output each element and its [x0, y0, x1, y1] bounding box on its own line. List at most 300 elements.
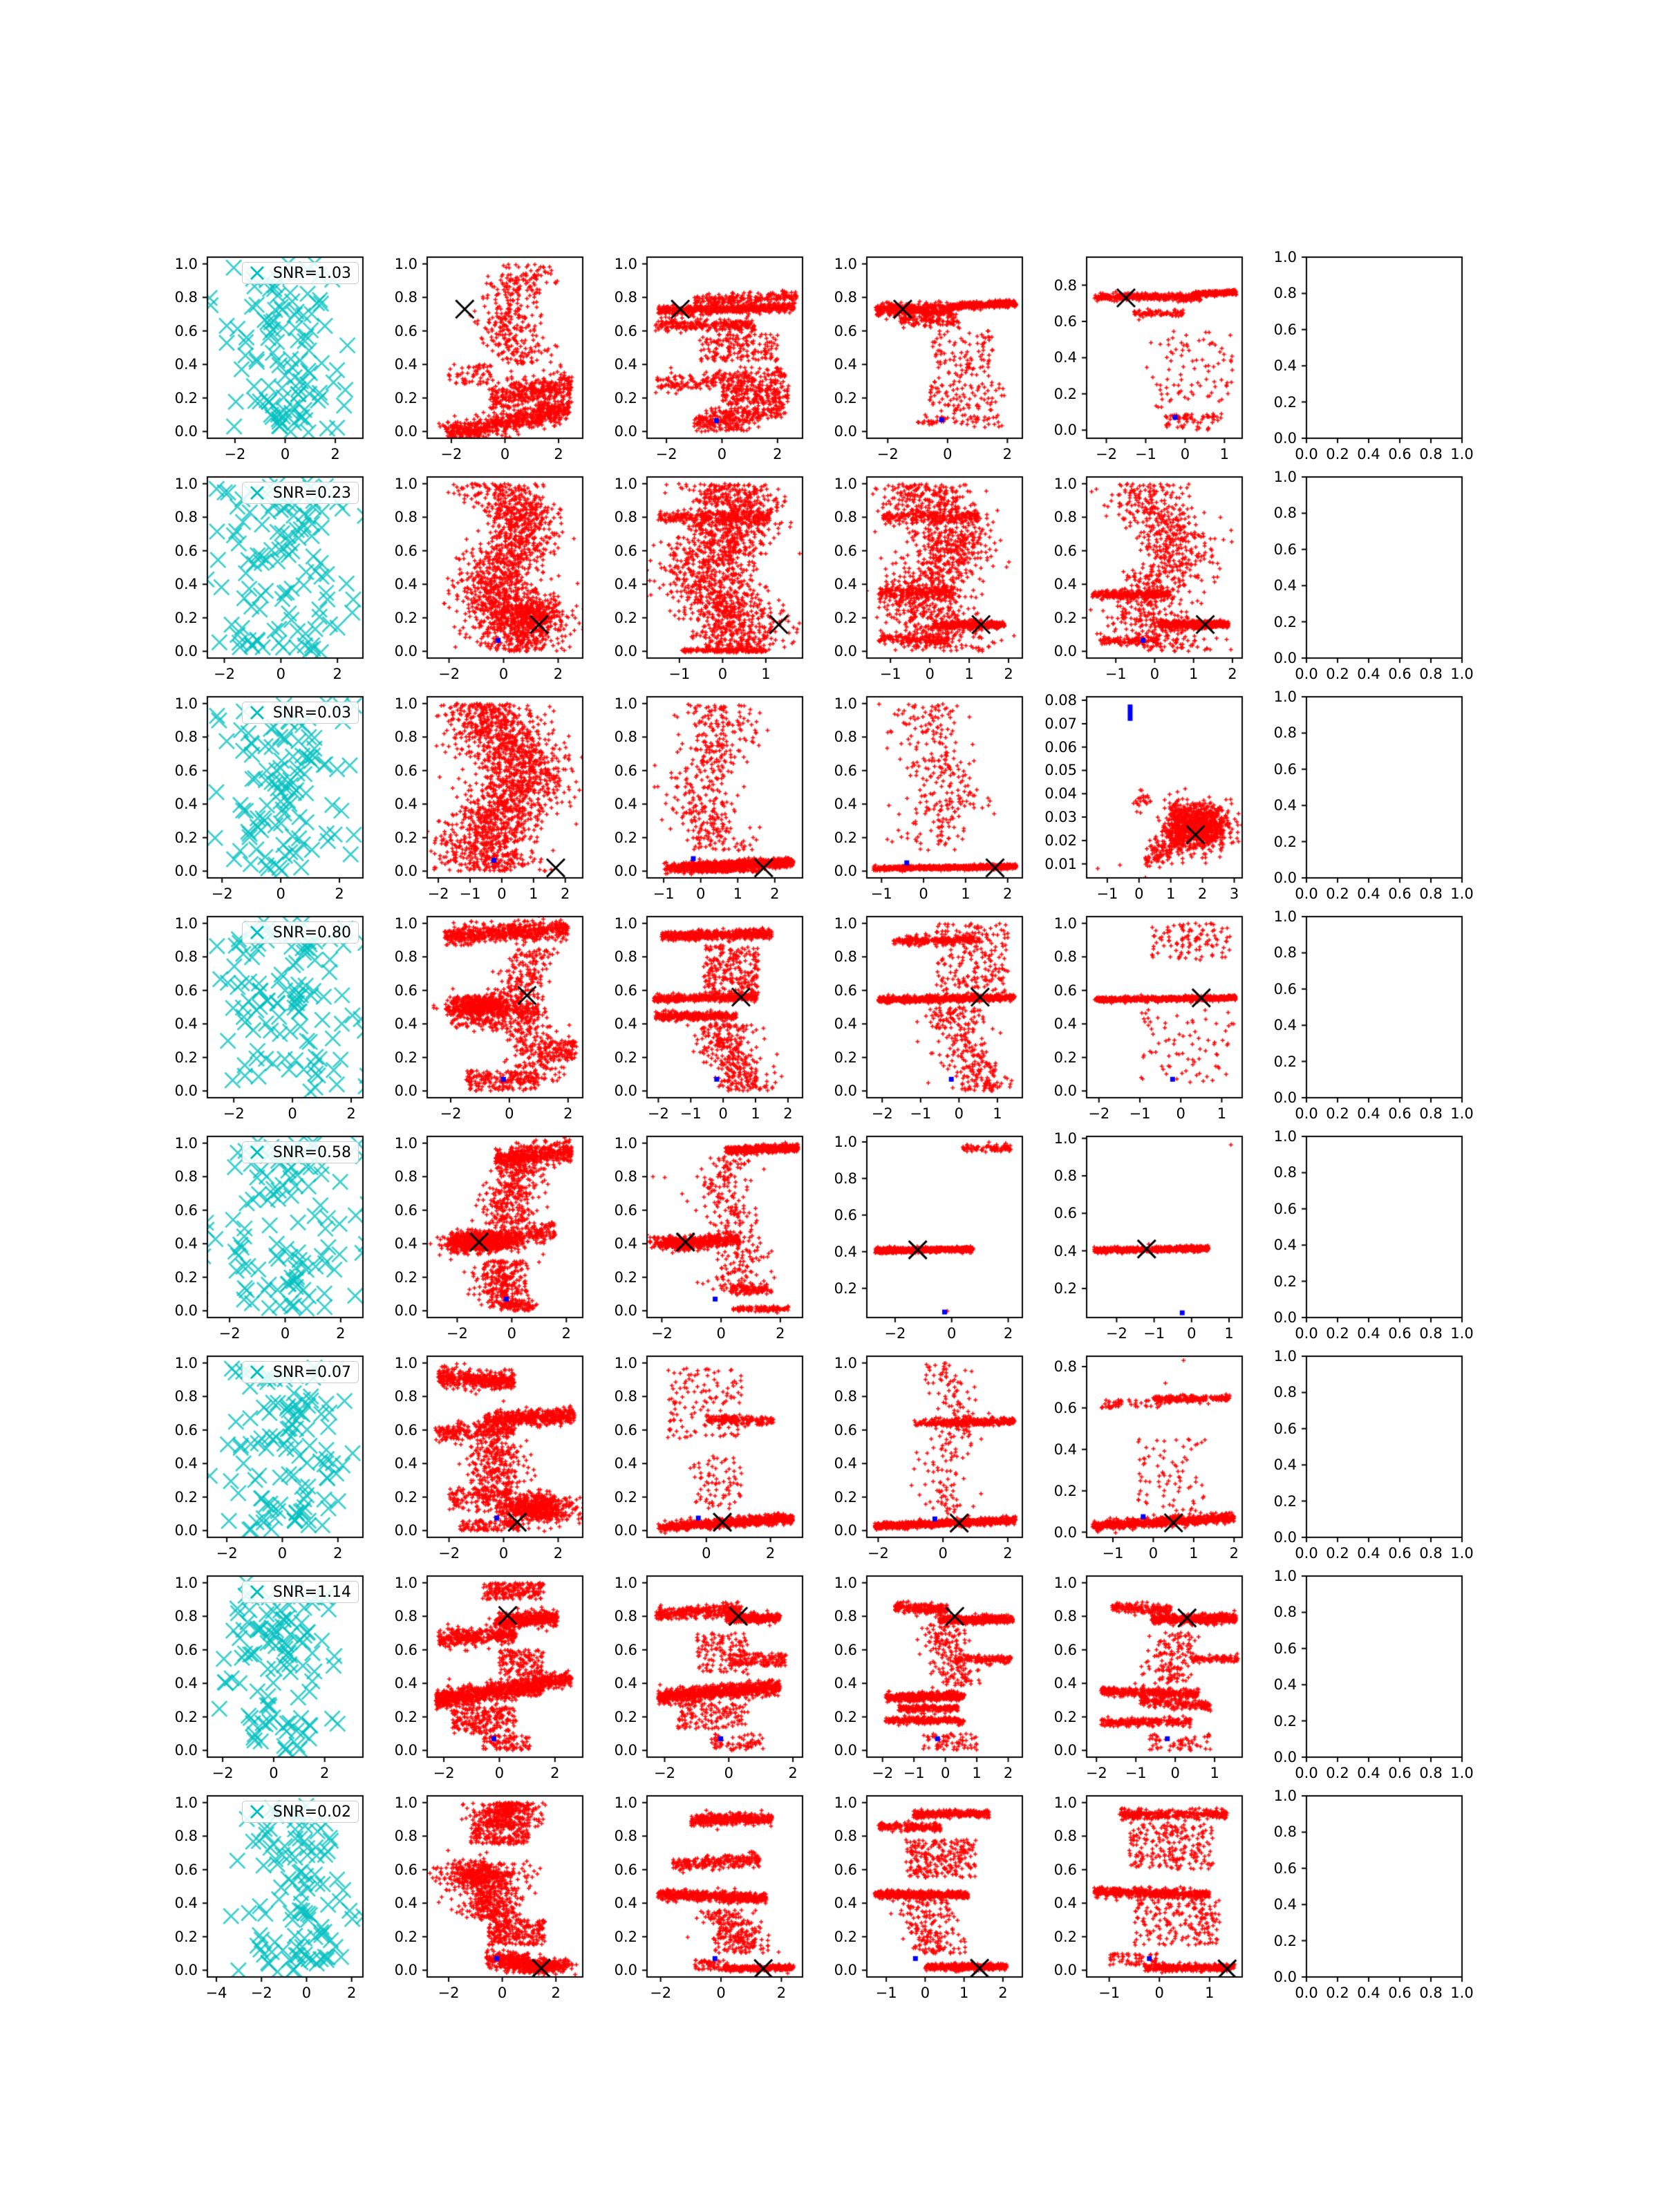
y-tick-label: 0.2 [834, 389, 857, 406]
y-tick-label: 1.0 [174, 1354, 198, 1371]
y-tick-label: 0.2 [614, 609, 637, 626]
x-tick-label: 2 [550, 1765, 560, 1781]
y-tick-label: 0.6 [614, 982, 637, 999]
y-tick-label: 0.8 [1053, 509, 1077, 526]
x-tick-label: 1.0 [1450, 1985, 1474, 2001]
y-tick-label: 0.2 [834, 829, 857, 846]
y-tick-label: 0.6 [1053, 982, 1077, 999]
y-tick-label: 0.4 [614, 1455, 637, 1472]
y-tick-label: 0.8 [174, 289, 198, 306]
y-tick-label: 1.0 [834, 255, 857, 272]
y-tick-label: 0.2 [174, 829, 198, 846]
y-tick-label: 0.2 [1273, 1932, 1297, 1949]
y-tick-label: 0.0 [614, 1302, 637, 1320]
x-tick-label: −2 [438, 666, 460, 682]
y-tick-label: 0.2 [174, 609, 198, 626]
y-tick-label: 0.0 [394, 1082, 418, 1100]
y-tick-label: 0.2 [1053, 385, 1077, 402]
y-tick-label: 1.0 [834, 1574, 857, 1591]
x-tick-label: 0 [497, 1985, 507, 2001]
y-tick-label: 1.0 [174, 1574, 198, 1591]
y-tick-label: 0.4 [174, 1675, 198, 1692]
y-tick-label: 1.0 [1273, 469, 1297, 485]
x-tick-label: 1 [1189, 666, 1199, 682]
y-tick-label: 0.6 [1273, 321, 1297, 338]
y-tick-label: 0.4 [834, 1675, 857, 1692]
y-tick-label: 0.0 [394, 863, 418, 880]
y-tick-label: 0.2 [1273, 1492, 1297, 1510]
y-tick-label: 0.07 [1044, 715, 1077, 732]
y-tick-label: 1.0 [1273, 1128, 1297, 1145]
x-tick-label: 0.4 [1357, 1105, 1380, 1122]
y-tick-label: 0.0 [174, 863, 198, 880]
x-tick-label: 0.8 [1419, 885, 1443, 902]
y-tick-label: 0.6 [174, 1641, 198, 1658]
x-tick-label: −2 [223, 1105, 245, 1122]
x-tick-label: 0 [1154, 1985, 1164, 2001]
y-tick-label: 0.8 [834, 1170, 857, 1187]
x-tick-label: 2 [1002, 446, 1013, 462]
x-tick-label: −2 [438, 1545, 460, 1562]
x-tick-label: 3 [1229, 885, 1239, 902]
x-tick-label: 0 [498, 1545, 509, 1562]
y-tick-label: 0.8 [614, 1608, 637, 1625]
x-tick-label: 0.2 [1326, 885, 1349, 902]
y-tick-label: 0.2 [394, 389, 418, 406]
x-tick-label: −2 [224, 446, 246, 462]
y-tick-label: 0.0 [1053, 1524, 1077, 1541]
y-tick-label: 0.4 [834, 1015, 857, 1033]
x-tick-label: −2 [650, 1985, 672, 2001]
y-tick-label: 0.8 [1273, 1824, 1297, 1841]
x-tick-label: −2 [1088, 1105, 1110, 1122]
y-tick-label: 0.4 [1053, 1242, 1077, 1259]
x-tick-label: 0 [497, 885, 507, 902]
y-tick-label: 0.2 [1273, 393, 1297, 411]
y-tick-label: 0.4 [1053, 576, 1077, 593]
x-tick-label: −2 [440, 1105, 462, 1122]
y-tick-label: 0.8 [1273, 1384, 1297, 1401]
y-tick-label: 1.0 [1273, 1788, 1297, 1804]
x-tick-label: −1 [679, 1105, 702, 1122]
y-tick-label: 0.4 [1053, 349, 1077, 366]
x-tick-label: 2 [783, 1105, 793, 1122]
x-tick-label: 0 [288, 1105, 297, 1122]
y-tick-label: 0.6 [174, 982, 198, 999]
y-tick-label: 0.8 [174, 509, 198, 526]
y-tick-label: 0.0 [834, 863, 857, 880]
x-tick-label: 1.0 [1450, 666, 1474, 682]
y-tick-label: 0.8 [1053, 1358, 1077, 1375]
x-tick-label: 0.2 [1326, 666, 1349, 682]
x-tick-label: 0 [718, 666, 728, 682]
y-tick-label: 0.2 [834, 1928, 857, 1945]
y-tick-label: 1.0 [834, 695, 857, 712]
y-tick-label: 0.0 [614, 1742, 637, 1759]
y-tick-label: 0.8 [834, 1388, 857, 1405]
y-tick-label: 0.2 [834, 1708, 857, 1725]
x-tick-label: 0.8 [1419, 1325, 1443, 1342]
x-tick-label: 0.0 [1295, 1545, 1318, 1562]
x-tick-label: 0.8 [1419, 446, 1443, 462]
y-tick-label: 0.2 [174, 389, 198, 406]
y-tick-label: 0.6 [614, 1421, 637, 1438]
x-tick-label: 2 [553, 1545, 563, 1562]
y-tick-label: 0.0 [614, 863, 637, 880]
x-tick-label: 0.2 [1326, 1105, 1349, 1122]
y-tick-label: 0.6 [1053, 313, 1077, 330]
y-tick-label: 0.6 [1053, 1205, 1077, 1222]
y-tick-label: 1.0 [834, 1794, 857, 1811]
x-tick-label: 2 [332, 666, 342, 682]
y-tick-label: 0.05 [1044, 762, 1077, 779]
x-tick-label: −2 [654, 1765, 675, 1781]
y-tick-label: 0.4 [1273, 1237, 1297, 1254]
y-tick-label: 0.0 [174, 1742, 198, 1759]
y-tick-label: 0.0 [1273, 650, 1297, 666]
y-tick-label: 0.08 [1044, 692, 1077, 709]
y-tick-label: 0.2 [834, 1049, 857, 1066]
x-tick-label: 1 [751, 1105, 760, 1122]
x-tick-label: −1 [875, 1985, 897, 2001]
y-tick-label: 0.0 [614, 643, 637, 660]
x-tick-label: 0.4 [1357, 1545, 1380, 1562]
x-tick-label: 0.6 [1388, 1545, 1412, 1562]
x-tick-label: −2 [427, 885, 449, 902]
legend-label: SNR=0.80 [272, 924, 351, 941]
x-tick-label: −1 [1134, 446, 1156, 462]
y-tick-label: 0.6 [1053, 1861, 1077, 1878]
y-tick-label: 0.8 [1273, 1164, 1297, 1181]
x-tick-label: 0.2 [1326, 1325, 1349, 1342]
x-tick-label: 2 [773, 446, 782, 462]
y-tick-label: 0.8 [394, 729, 418, 746]
y-tick-label: 0.2 [394, 1708, 418, 1725]
x-tick-label: −2 [433, 1765, 455, 1781]
y-tick-label: 0.4 [614, 796, 637, 813]
y-tick-label: 1.0 [834, 475, 857, 492]
x-tick-label: −2 [446, 1325, 468, 1342]
y-tick-label: 0.4 [614, 356, 637, 373]
y-tick-label: 0.2 [1053, 1928, 1077, 1945]
y-tick-label: 1.0 [834, 915, 857, 932]
y-tick-label: 0.6 [1053, 1641, 1077, 1658]
y-tick-label: 0.6 [834, 1861, 857, 1878]
legend-label: SNR=0.02 [272, 1803, 351, 1821]
y-tick-label: 0.8 [394, 1608, 418, 1625]
y-tick-label: 0.2 [1273, 833, 1297, 850]
x-tick-label: 2 [336, 1325, 346, 1342]
x-tick-label: 0.6 [1388, 666, 1412, 682]
y-tick-label: 0.0 [614, 1522, 637, 1539]
y-tick-label: 0.2 [834, 609, 857, 626]
x-tick-label: 0 [940, 1765, 950, 1781]
y-tick-label: 0.0 [1273, 1749, 1297, 1765]
y-tick-label: 0.4 [1273, 577, 1297, 594]
x-tick-label: 2 [551, 1985, 561, 2001]
x-tick-label: 2 [776, 1325, 785, 1342]
y-tick-label: 0.0 [1273, 430, 1297, 447]
y-tick-label: 0.4 [834, 1895, 857, 1912]
x-tick-label: −2 [250, 1985, 272, 2001]
y-tick-label: 0.6 [834, 982, 857, 999]
y-tick-label: 0.02 [1044, 832, 1077, 849]
x-tick-label: 0 [947, 1325, 957, 1342]
y-tick-label: 0.4 [1273, 357, 1297, 375]
y-tick-label: 0.0 [1273, 1309, 1297, 1326]
y-tick-label: 0.2 [1273, 1273, 1297, 1290]
x-tick-label: 2 [1229, 1545, 1239, 1562]
y-tick-label: 0.2 [1053, 1049, 1077, 1066]
x-tick-label: 0 [277, 1545, 288, 1562]
x-tick-label: 0.0 [1295, 885, 1318, 902]
x-tick-label: 0.2 [1326, 1985, 1349, 2001]
y-tick-label: 0.4 [174, 576, 198, 593]
y-tick-label: 0.8 [614, 1388, 637, 1405]
y-tick-label: 0.6 [174, 1201, 198, 1219]
x-tick-label: 0.2 [1326, 1545, 1349, 1562]
x-tick-label: 0 [717, 446, 727, 462]
x-tick-label: 0 [943, 446, 953, 462]
y-tick-label: 0.2 [394, 609, 418, 626]
x-tick-label: 0.4 [1357, 666, 1380, 682]
y-tick-label: 0.4 [614, 576, 637, 593]
y-tick-label: 0.2 [614, 1049, 637, 1066]
x-tick-label: 0.8 [1419, 666, 1443, 682]
x-tick-label: 1.0 [1450, 1325, 1474, 1342]
x-tick-label: 0.8 [1419, 1105, 1443, 1122]
x-tick-label: 0.6 [1388, 885, 1412, 902]
y-tick-label: 0.4 [394, 1895, 418, 1912]
y-tick-label: 0.8 [1053, 948, 1077, 966]
y-tick-label: 0.8 [1273, 1604, 1297, 1621]
y-tick-label: 0.4 [1053, 1015, 1077, 1033]
y-tick-label: 0.2 [1053, 609, 1077, 626]
y-tick-label: 1.0 [1053, 915, 1077, 932]
x-tick-label: 0 [695, 885, 706, 902]
y-tick-label: 1.0 [614, 255, 637, 272]
y-tick-label: 0.2 [1273, 613, 1297, 630]
y-tick-label: 1.0 [394, 1354, 418, 1371]
y-tick-label: 0.2 [394, 1928, 418, 1945]
y-tick-label: 0.0 [174, 643, 198, 660]
y-tick-label: 0.4 [394, 796, 418, 813]
y-tick-label: 0.4 [394, 1235, 418, 1253]
y-tick-label: 0.0 [394, 1742, 418, 1759]
y-tick-label: 0.4 [394, 1455, 418, 1472]
x-tick-label: 0 [1170, 1765, 1180, 1781]
y-tick-label: 0.8 [614, 289, 637, 306]
x-tick-label: −1 [1096, 885, 1118, 902]
y-tick-label: 0.6 [394, 542, 418, 559]
y-tick-label: 0.8 [614, 729, 637, 746]
y-tick-label: 0.8 [394, 289, 418, 306]
y-tick-label: 0.8 [394, 1388, 418, 1405]
y-tick-label: 1.0 [394, 695, 418, 712]
y-tick-label: 0.6 [394, 1861, 418, 1878]
x-tick-label: −1 [879, 666, 901, 682]
y-tick-label: 0.0 [1053, 1962, 1077, 1979]
y-tick-label: 0.2 [394, 1268, 418, 1286]
y-tick-label: 0.2 [1053, 1280, 1077, 1297]
y-tick-label: 0.8 [834, 1828, 857, 1845]
y-tick-label: 1.0 [174, 255, 198, 272]
x-tick-label: 0.6 [1388, 1325, 1412, 1342]
x-tick-label: 0 [1187, 1325, 1197, 1342]
x-tick-label: 1 [993, 1105, 1002, 1122]
y-tick-label: 0.6 [1053, 1399, 1077, 1416]
x-tick-label: 0 [724, 1765, 733, 1781]
x-tick-label: 2 [346, 1105, 356, 1122]
y-tick-label: 0.2 [1053, 1482, 1077, 1499]
x-tick-label: 1 [1224, 1325, 1234, 1342]
x-tick-label: −1 [1105, 666, 1127, 682]
x-tick-label: 2 [770, 885, 780, 902]
y-tick-label: 0.4 [834, 796, 857, 813]
x-tick-label: −2 [218, 1325, 241, 1342]
y-tick-label: 0.6 [394, 982, 418, 999]
x-tick-label: 0 [954, 1105, 964, 1122]
y-tick-label: 0.4 [174, 796, 198, 813]
x-tick-label: 2 [1003, 1765, 1013, 1781]
y-tick-label: 0.6 [1273, 541, 1297, 558]
y-tick-label: 1.0 [174, 1134, 198, 1152]
y-tick-label: 0.0 [1053, 1082, 1077, 1100]
y-tick-label: 1.0 [834, 1133, 857, 1150]
x-tick-label: 0.0 [1295, 1105, 1318, 1122]
y-tick-label: 0.8 [834, 509, 857, 526]
y-tick-label: 0.8 [1273, 285, 1297, 302]
y-tick-label: 0.0 [394, 423, 418, 440]
y-tick-label: 0.8 [1273, 505, 1297, 522]
y-tick-label: 0.6 [834, 542, 857, 559]
y-tick-label: 0.0 [834, 643, 857, 660]
y-tick-label: 0.8 [834, 1608, 857, 1625]
y-tick-label: 0.4 [394, 576, 418, 593]
y-tick-label: 0.4 [1273, 1456, 1297, 1474]
x-tick-label: 2 [561, 1325, 571, 1342]
x-tick-label: −2 [650, 1325, 673, 1342]
x-tick-label: −2 [655, 446, 677, 462]
y-tick-label: 0.8 [834, 729, 857, 746]
y-tick-label: 0.4 [834, 1455, 857, 1472]
y-tick-label: 1.0 [614, 475, 637, 492]
y-tick-label: 0.0 [834, 1742, 857, 1759]
x-tick-label: −2 [867, 1545, 889, 1562]
y-tick-label: 0.0 [1273, 1529, 1297, 1546]
x-tick-label: 0 [301, 1985, 312, 2001]
x-tick-label: 0 [1134, 885, 1144, 902]
y-tick-label: 0.6 [834, 1421, 857, 1438]
y-tick-label: 0.8 [174, 729, 198, 746]
x-tick-label: 2 [1003, 1545, 1013, 1562]
x-tick-label: 0 [500, 446, 510, 462]
x-tick-label: 1 [733, 885, 742, 902]
y-tick-label: 0.4 [614, 1015, 637, 1033]
y-tick-label: 1.0 [834, 1354, 857, 1371]
x-tick-label: 2 [1197, 885, 1208, 902]
x-tick-label: −2 [877, 446, 899, 462]
y-tick-label: 0.8 [614, 1828, 637, 1845]
y-tick-label: 0.0 [834, 423, 857, 440]
y-tick-label: 0.0 [1273, 1089, 1297, 1106]
x-tick-label: 0.2 [1326, 446, 1349, 462]
y-tick-label: 0.8 [174, 1828, 198, 1845]
y-tick-label: 1.0 [1053, 1794, 1077, 1811]
y-tick-label: 0.4 [174, 356, 198, 373]
x-tick-label: 0.0 [1295, 1765, 1318, 1781]
y-tick-label: 0.4 [614, 1675, 637, 1692]
x-tick-label: 0.6 [1388, 1985, 1412, 2001]
y-tick-label: 1.0 [1273, 688, 1297, 705]
x-tick-label: 0.6 [1388, 446, 1412, 462]
x-tick-label: 0 [276, 666, 286, 682]
y-tick-label: 0.6 [394, 1641, 418, 1658]
x-tick-label: −4 [205, 1985, 227, 2001]
x-tick-label: −2 [211, 885, 233, 902]
y-tick-label: 0.2 [394, 1488, 418, 1506]
y-tick-label: 0.8 [394, 1828, 418, 1845]
y-tick-label: 0.6 [614, 322, 637, 339]
x-tick-label: 2 [765, 1545, 776, 1562]
x-tick-label: −2 [212, 1765, 234, 1781]
x-tick-label: −1 [1143, 1325, 1165, 1342]
y-tick-label: 0.6 [1273, 1200, 1297, 1217]
y-tick-label: 0.06 [1044, 738, 1077, 756]
y-tick-label: 0.4 [834, 576, 857, 593]
x-tick-label: 1 [1205, 1985, 1215, 2001]
y-tick-label: 0.8 [1273, 724, 1297, 742]
x-tick-label: 2 [1003, 1325, 1013, 1342]
x-tick-label: 2 [776, 1985, 787, 2001]
y-tick-label: 0.2 [174, 1488, 198, 1506]
y-tick-label: 0.6 [614, 1201, 637, 1219]
x-tick-label: 0 [1148, 1545, 1159, 1562]
x-tick-label: 2 [347, 1985, 357, 2001]
y-tick-label: 0.2 [1273, 1712, 1297, 1730]
y-tick-label: 0.4 [174, 1015, 198, 1033]
y-tick-label: 0.4 [394, 1015, 418, 1033]
y-tick-label: 1.0 [614, 1354, 637, 1371]
x-tick-label: 2 [1003, 885, 1013, 902]
y-tick-label: 0.0 [1053, 1742, 1077, 1759]
y-tick-label: 1.0 [394, 915, 418, 932]
legend-label: SNR=1.14 [272, 1583, 351, 1601]
x-tick-label: 0 [716, 1985, 726, 2001]
y-tick-label: 0.4 [834, 356, 857, 373]
y-tick-label: 0.8 [614, 1168, 637, 1185]
x-tick-label: 0 [494, 1765, 505, 1781]
x-tick-label: 0.8 [1419, 1765, 1443, 1781]
y-tick-label: 0.6 [1273, 760, 1297, 778]
x-tick-label: 2 [998, 1985, 1008, 2001]
y-tick-label: 0.4 [1053, 1675, 1077, 1692]
x-tick-label: 1.0 [1450, 885, 1474, 902]
x-tick-label: −2 [647, 1105, 669, 1122]
y-tick-label: 0.4 [1053, 1441, 1077, 1458]
x-tick-label: 0 [280, 1325, 290, 1342]
x-tick-label: 0.0 [1295, 666, 1318, 682]
y-tick-label: 0.0 [174, 1302, 198, 1320]
x-tick-label: 1 [959, 1985, 969, 2001]
x-tick-label: 0.4 [1357, 1325, 1380, 1342]
y-tick-label: 0.6 [834, 1641, 857, 1658]
x-tick-label: 0 [702, 1545, 711, 1562]
y-tick-label: 0.0 [614, 423, 637, 440]
y-tick-label: 0.2 [614, 1268, 637, 1286]
y-tick-label: 0.6 [614, 762, 637, 779]
x-tick-label: 2 [330, 446, 340, 462]
